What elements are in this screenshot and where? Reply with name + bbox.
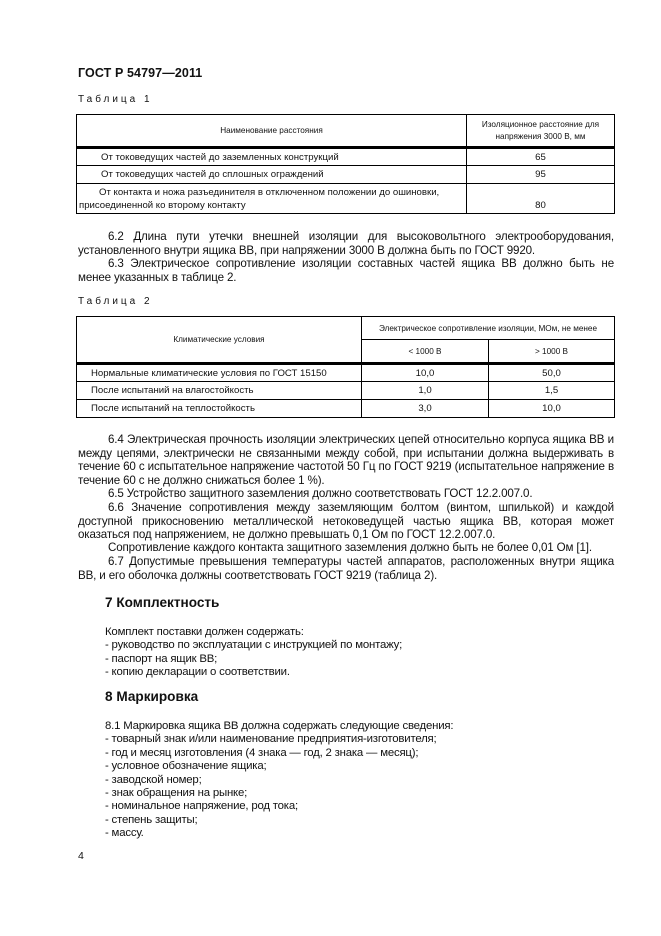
list-item: - номинальное напряжение, род тока; [105,800,298,813]
table2-subheader-low: < 1000 В [362,340,489,364]
table1-cell-name: От контакта и ножа разъединителя в отключенном положении до ошиновки, присоединенной ко второму контакту [77,184,467,214]
table1-cell-name: От токоведущих частей до сплошных ограждений [77,166,467,184]
paragraph-6-4: 6.4 Электрическая прочность изоляции электрических цепей относительно корпуса ящика ВВ и между цепями, электрически не связанными между собой, при испытании должна выдерживать в течение 60 с испытательное напряжение частотой 50 Гц по ГОСТ 9219 (испытательное напряжение в течение 60 с не должно снижаться более 1 %). [78,433,614,487]
paragraph-6-2: 6.2 Длина пути утечки внешней изоляции для высоковольтного электрооборудования, установленного внутри ящика ВВ, при напряжении 3000 В должна быть по ГОСТ 9920. [78,230,614,257]
list-item: - массу. [105,827,144,840]
table2-cell-low: 1,0 [362,382,489,400]
table2-cell-low: 3,0 [362,400,489,418]
table-row [77,184,615,214]
table2-header-row [77,317,615,340]
table1-header-row [77,115,615,148]
table1-header-value: Изоляционное расстояние для напряжения 3000 В, мм [467,115,615,148]
table-row [77,364,615,382]
table2-cell-condition: После испытаний на теплостойкость [77,400,362,418]
section-8-title: 8 Маркировка [105,689,199,704]
table1-cell-name: От токоведущих частей до заземленных конструкций [77,148,467,166]
paragraph-6-6: 6.6 Значение сопротивления между заземляющим болтом (винтом, шпилькой) и каждой доступной прикосновению металлической нетоковедущей частью ящика ВВ, которая может оказаться под напряжением, не должно превышать 0,1 Ом по ГОСТ 12.2.007.0. [78,501,614,542]
list-item: - руководство по эксплуатации с инструкцией по монтажу; [105,639,403,652]
paragraph-6-6-contact: Сопротивление каждого контакта защитного заземления должно быть не более 0,01 Ом [1]. [108,541,592,554]
table1-cell-value: 95 [467,166,615,184]
list-item: - паспорт на ящик ВВ; [105,652,218,665]
table-row [77,148,615,166]
table1 [76,114,615,214]
page-number: 4 [78,850,84,862]
section-7-list [105,626,402,680]
table2-cell-condition: После испытаний на влагостойкость [77,382,362,400]
list-item: - условное обозначение ящика; [105,760,267,773]
paragraph-6-7: 6.7 Допустимые превышения температуры частей аппаратов, расположенных внутри ящика ВВ, и его оболочка должны соответствовать ГОСТ 9219 (таблица 2). [78,555,614,582]
table1-header-name: Наименование расстояния [77,115,467,148]
table2-cell-high: 1,5 [489,382,615,400]
list-item: - заводской номер; [105,773,202,786]
section-7-title: 7 Комплектность [105,595,220,610]
table2-cell-high: 10,0 [489,400,615,418]
list-item: - знак обращения на рынке; [105,787,248,800]
document-code: ГОСТ Р 54797—2011 [78,66,203,80]
list-item: - копию декларации о соответствии. [105,666,290,679]
table1-cell-value: 65 [467,148,615,166]
section-8-list [105,720,453,841]
table2-caption: Таблица 2 [78,296,153,307]
table2-subheader-high: > 1000 В [489,340,615,364]
section-7-intro: Комплект поставки должен содержать: [105,626,304,638]
table1-cell-value: 80 [467,184,615,214]
table-row [77,400,615,418]
table2-cell-high: 50,0 [489,364,615,382]
list-item: - год и месяц изготовления (4 знака — год, 2 знака — месяц); [105,746,419,759]
table1-caption: Таблица 1 [78,94,153,105]
paragraph-6-5: 6.5 Устройство защитного заземления должно соответствовать ГОСТ 12.2.007.0. [108,487,533,500]
table-row [77,382,615,400]
list-item: - товарный знак и/или наименование предприятия-изготовителя; [105,733,437,746]
table2-cell-low: 10,0 [362,364,489,382]
table2-header-group: Электрическое сопротивление изоляции, МОм, не менее [362,317,615,340]
section-8-intro: 8.1 Маркировка ящика ВВ должна содержать следующие сведения: [105,720,454,732]
table2-cell-condition: Нормальные климатические условия по ГОСТ 15150 [77,364,362,382]
table-row [77,166,615,184]
list-item: - степень защиты; [105,813,198,826]
table2 [76,316,615,418]
paragraph-6-3: 6.3 Электрическое сопротивление изоляции составных частей ящика ВВ должно быть не менее указанных в таблице 2. [78,257,614,284]
table2-header-condition: Климатические условия [77,317,362,364]
